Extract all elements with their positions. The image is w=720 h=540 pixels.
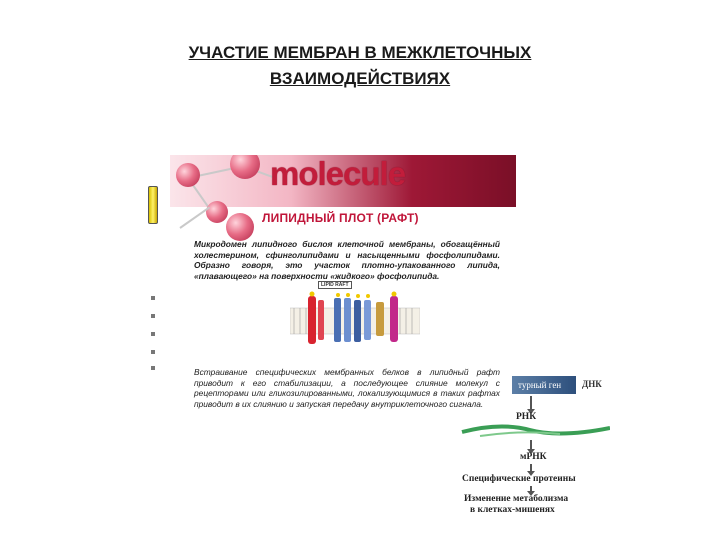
gene-box: турный ген (512, 376, 576, 394)
flow-arrow (530, 396, 532, 410)
flow-arrow (530, 464, 532, 472)
rna-label: РНК (516, 412, 537, 422)
metabolism-change-line-1: Изменение метаболизма (464, 494, 569, 504)
molecule-atom-icon (206, 201, 228, 223)
membrane-protein-blue (344, 298, 351, 342)
metabolism-change-line-2: в клетках-мишенях (470, 505, 555, 515)
raft-heading: ЛИПИДНЫЙ ПЛОТ (РАФТ) (262, 211, 419, 225)
slide-title-line-2: ВЗАИМОДЕЙСТВИЯХ (269, 69, 451, 88)
molecule-atom-icon (226, 213, 254, 241)
slide-title (140, 40, 580, 92)
flow-arrow (530, 440, 532, 450)
proteins-label: Специфические протеины (462, 474, 576, 484)
signaling-flow-diagram (460, 376, 610, 516)
banner-word: molecule (270, 155, 406, 192)
raft-description: Микродомен липидного бислоя клеточной мембраны, обогащённый холестерином, сфинголипидами и насыщенными фосфолипидами. Образно говоря, это участок плотно-упакованного липида, «плавающего» на поверхности «жидкого» фосфолипида. (194, 239, 500, 281)
molecule-atom-icon (230, 155, 260, 179)
yellow-rod-icon (148, 186, 158, 224)
membrane-protein-red (318, 300, 324, 340)
cholesterol (376, 302, 384, 336)
slide-title-line-1: УЧАСТИЕ МЕМБРАН В МЕЖКЛЕТОЧНЫХ (188, 43, 532, 62)
molecule-banner (170, 155, 516, 207)
molecule-bond (179, 207, 210, 229)
flow-arrow (530, 486, 532, 492)
membrane-protein-blue (354, 300, 361, 342)
mrna-label: мРНК (520, 452, 547, 462)
rna-strand-icon (460, 422, 610, 440)
lipid-raft-illustration (290, 290, 420, 350)
fragment-mark (151, 350, 155, 354)
dna-label: ДНК (582, 379, 602, 389)
membrane-protein-blue (364, 300, 371, 340)
raft-stabilization-text: Встраивание специфических мембранных белков в липидный рафт приводит к его стабилизации, а последующее слияние молекул с рецепторами или гликозилированными, локализующимися в таких рафтах приводит в их слиянию и запуская передачу внутриклеточного сигнала. (194, 367, 500, 409)
membrane-protein-magenta (390, 296, 398, 342)
membrane-protein-red (308, 296, 316, 344)
fragment-mark (151, 296, 155, 300)
fragment-mark (151, 366, 155, 370)
molecule-atom-icon (176, 163, 200, 187)
membrane-protein-blue (334, 298, 341, 342)
lipid-raft-label: LIPID RAFT (318, 281, 352, 289)
fragment-mark (151, 314, 155, 318)
fragment-mark (151, 332, 155, 336)
left-edge-fragment (147, 186, 159, 376)
